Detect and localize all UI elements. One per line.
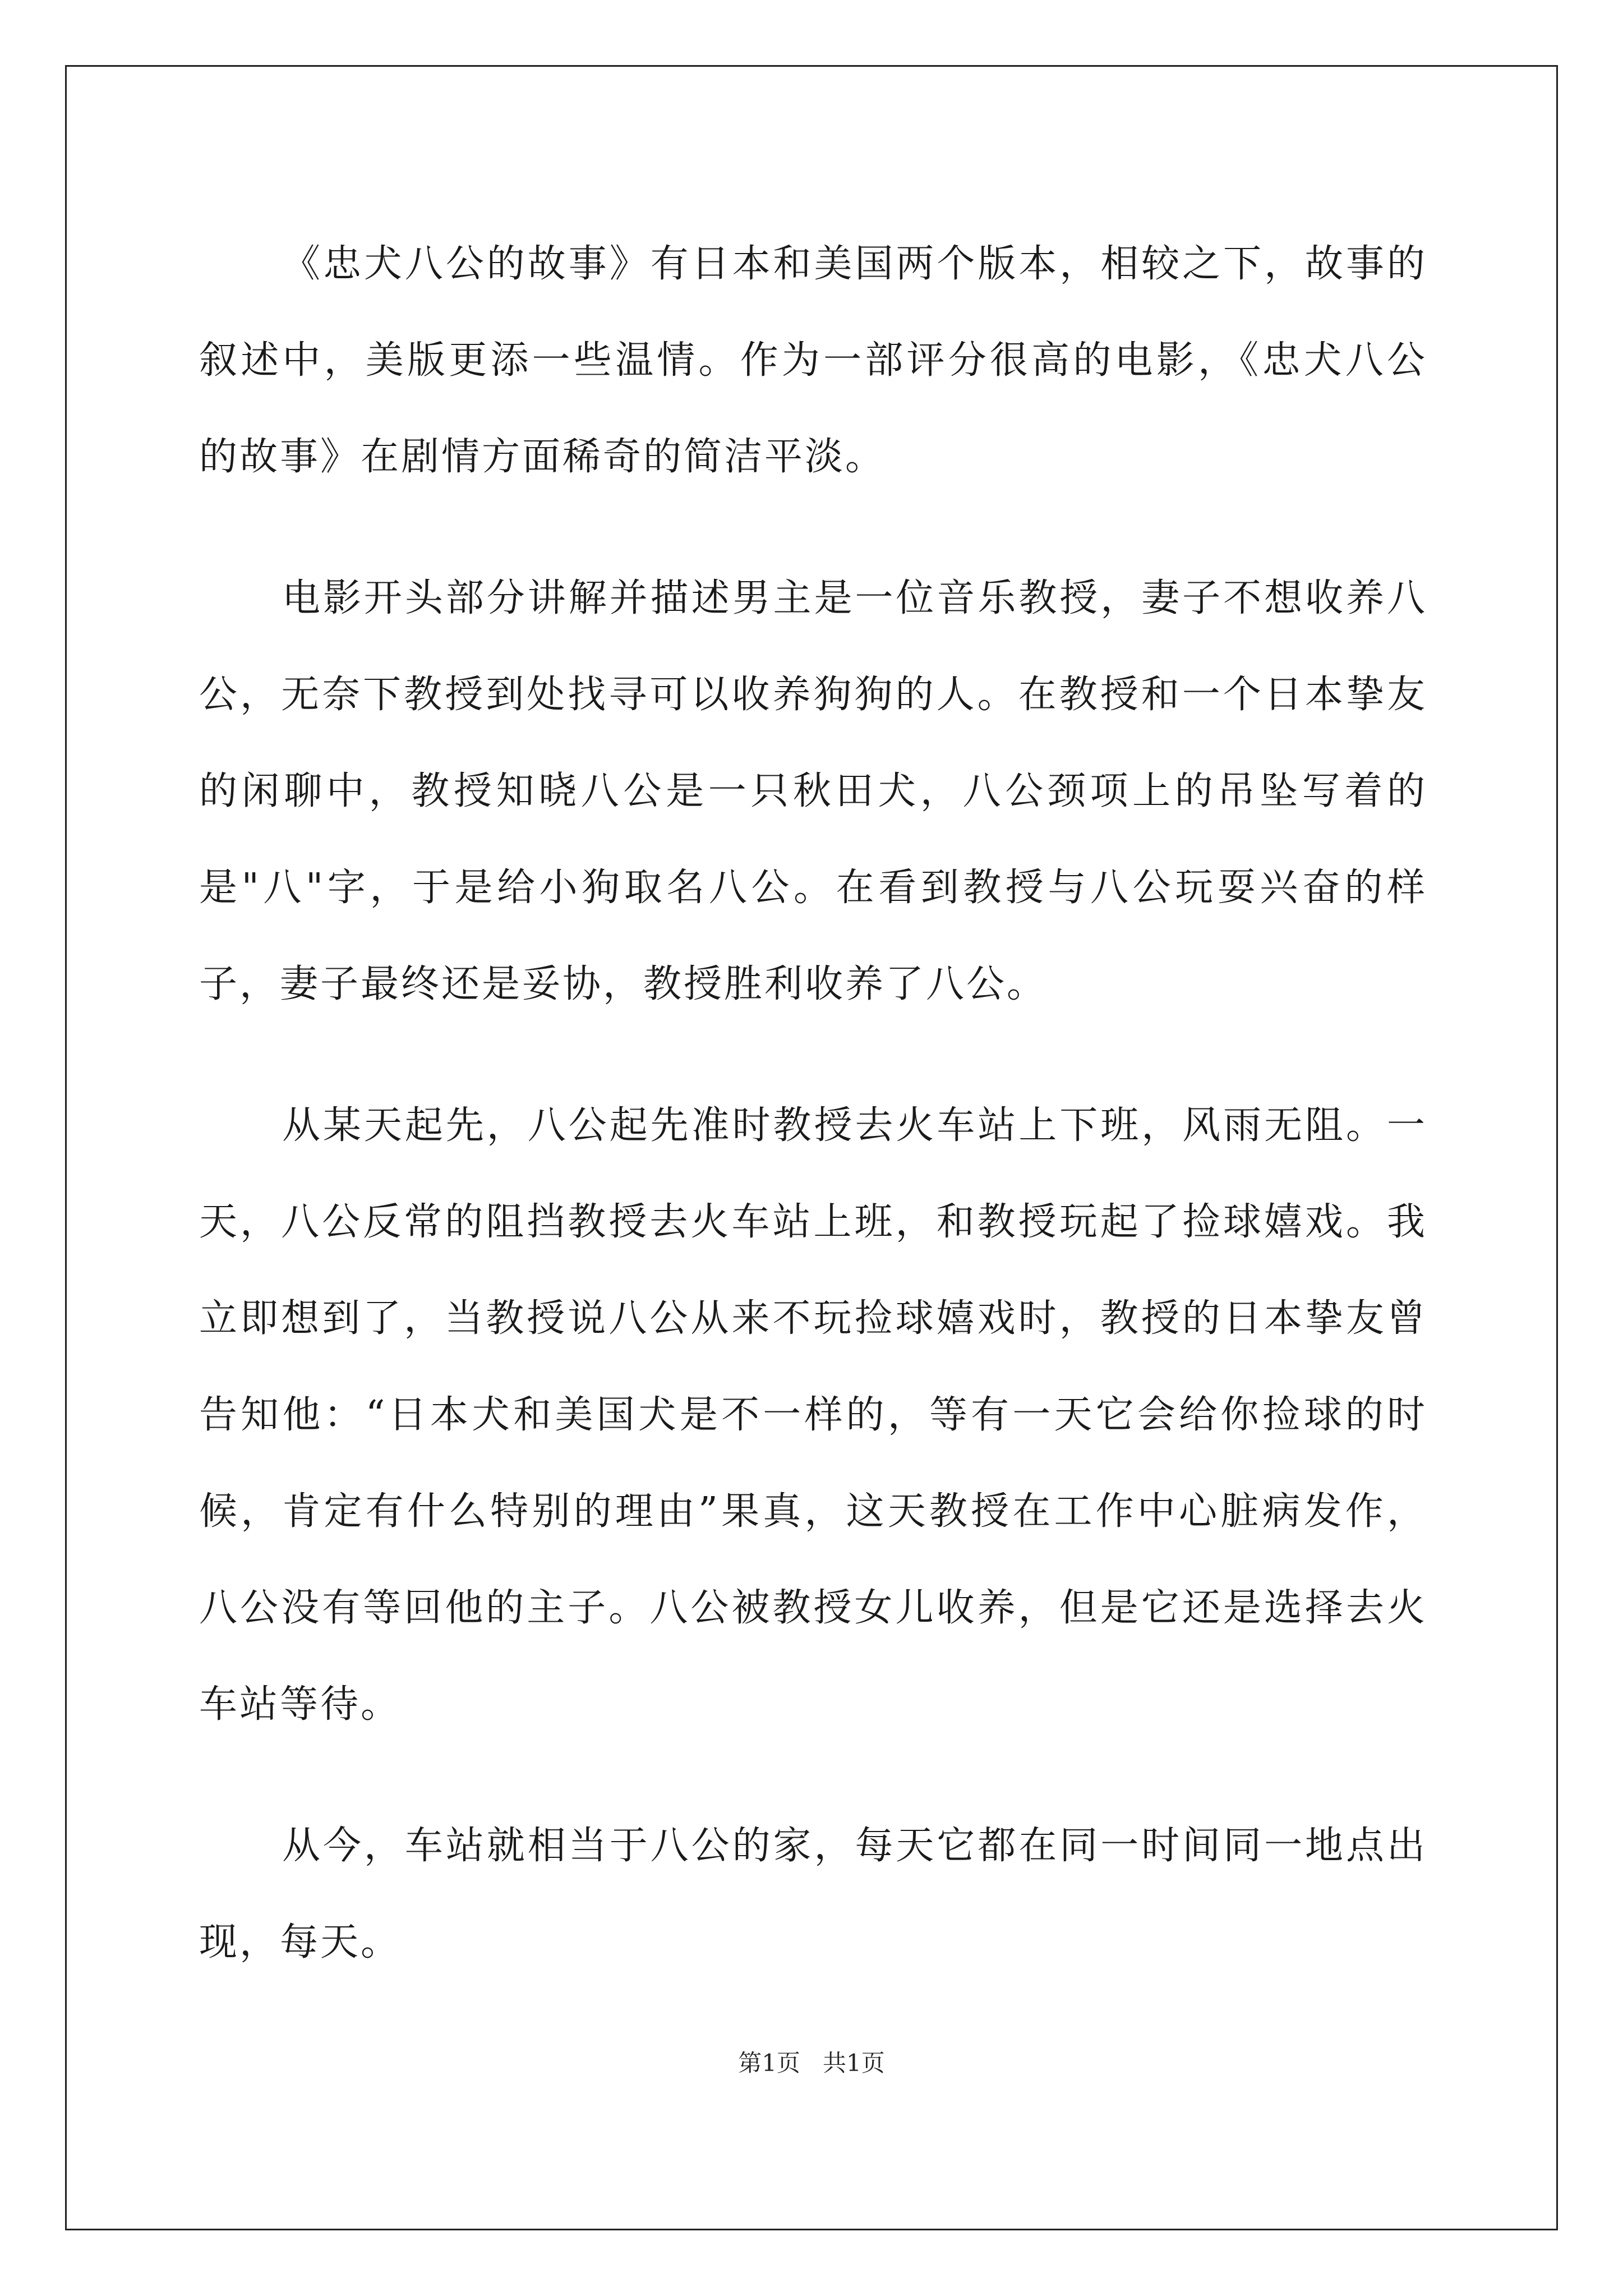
page-footer bbox=[0, 2046, 1623, 2080]
paragraph-4: 从今，车站就相当于八公的家，每天它都在同一时间同一地点出现，每天。 bbox=[199, 1824, 1427, 1964]
page-total: 共1页 bbox=[823, 2049, 885, 2077]
page-number: 第1页 bbox=[738, 2049, 800, 2077]
paragraph-1: 《忠犬八公的故事》有日本和美国两个版本，相较之下，故事的叙述中，美版更添一些温情。作为一部评分很高的电影，《忠犬八公的故事》在剧情方面稀奇的简洁平淡。 bbox=[199, 242, 1427, 479]
paragraph-3: 从某天起先，八公起先准时教授去火车站上下班，风雨无阻。一天，八公反常的阻挡教授去火车站上班，和教授玩起了捡球嬉戏。我立即想到了，当教授说八公从来不玩捡球嬉戏时，教授的日本挚友曾告知他：“日本犬和美国犬是不一样的，等有一天它会给你捡球的时候，肯定有什么特别的理由”果真，这天教授在工作中心脏病发作，八公没有等回他的主子。八公被教授女儿收养，但是它还是选择去火车站等待。 bbox=[199, 1103, 1427, 1727]
paragraph-2: 电影开头部分讲解并描述男主是一位音乐教授，妻子不想收养八公，无奈下教授到处找寻可以收养狗狗的人。在教授和一个日本挚友的闲聊中，教授知晓八公是一只秋田犬，八公颈项上的吊坠写着的是"八"字，于是给小狗取名八公。在看到教授与八公玩耍兴奋的样子，妻子最终还是妥协，教授胜利收养了八公。 bbox=[199, 576, 1427, 1006]
document-body bbox=[199, 216, 1427, 2036]
